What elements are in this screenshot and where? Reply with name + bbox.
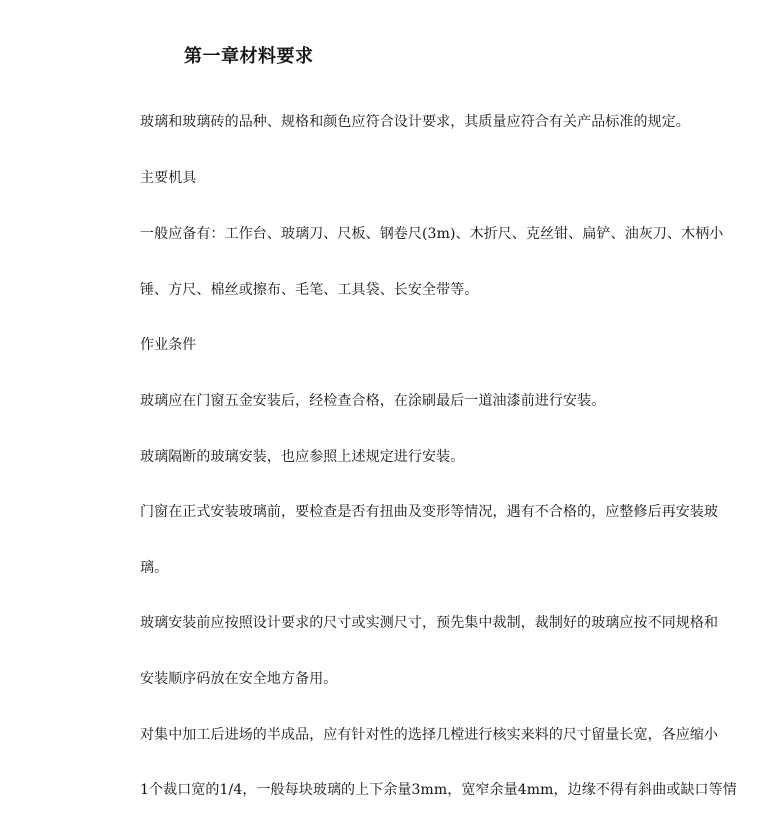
paragraph-line: 门窗在正式安装玻璃前，要检查是否有扭曲及变形等情况，遇有不合格的，应整修后再安装玻 (140, 504, 719, 520)
section-title: 作业条件 (140, 337, 197, 353)
paragraph-line: 玻璃应在门窗五金安装后，经检查合格，在涂刷最后一道油漆前进行安装。 (140, 393, 606, 409)
section-title: 主要机具 (140, 170, 197, 186)
paragraph-line: 璃。 (140, 560, 169, 576)
paragraph-line: 玻璃隔断的玻璃安装，也应参照上述规定进行安装。 (140, 449, 465, 465)
paragraph-line: 锤、方尺、棉丝或擦布、毛笔、工具袋、长安全带等。 (140, 282, 479, 298)
paragraph-line: 一般应备有：工作台、玻璃刀、尺板、钢卷尺(3m)、木折尺、克丝钳、扁铲、油灰刀、木柄小 (140, 226, 724, 242)
paragraph-line: 安装顺序码放在安全地方备用。 (140, 671, 338, 687)
paragraph-line: 1个裁口宽的1/4，一般每块玻璃的上下余量3mm，宽窄余量4mm，边缘不得有斜曲或缺口等情 (140, 782, 737, 798)
chapter-heading: 第一章材料要求 (184, 46, 314, 67)
paragraph-line: 玻璃和玻璃砖的品种、规格和颜色应符合设计要求，其质量应符合有关产品标准的规定。 (140, 114, 690, 130)
paragraph-line: 玻璃安装前应按照设计要求的尺寸或实测尺寸，预先集中裁制，裁制好的玻璃应按不同规格和 (140, 615, 719, 631)
paragraph-line: 对集中加工后进场的半成品，应有针对性的选择几樘进行核实来料的尺寸留量长宽，各应缩小 (140, 727, 719, 743)
